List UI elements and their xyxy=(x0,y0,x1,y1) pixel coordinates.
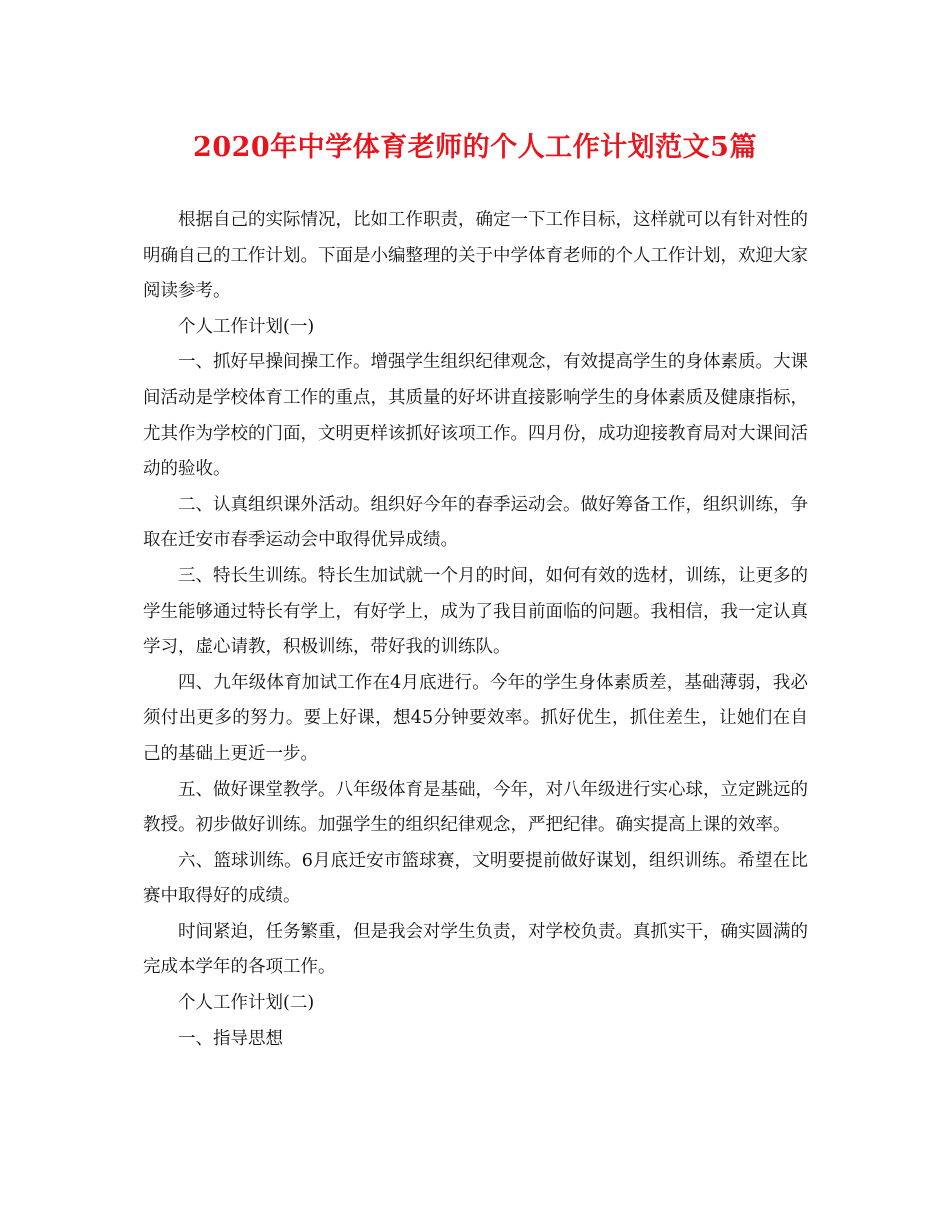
intro-paragraph: 根据自己的实际情况，比如工作职责，确定一下工作目标，这样就可以有针对性的明确自己的工作计划。下面是小编整理的关于中学体育老师的个人工作计划，欢迎大家阅读参考。 xyxy=(143,210,808,302)
body-paragraph: 五、做好课堂教学。八年级体育是基础，今年，对八年级进行实心球，立定跳远的教授。初步做好训练。加强学生的组织纪律观念，严把纪律。确实提高上课的效率。 xyxy=(143,779,808,836)
section-heading: 个人工作计划(二) xyxy=(178,993,315,1014)
document-title: 2020年中学体育老师的个人工作计划范文5篇 xyxy=(193,132,757,163)
body-paragraph: 四、九年级体育加试工作在4月底进行。今年的学生身体素质差，基础薄弱，我必须付出更多的努力。要上好课，想45分钟要效率。抓好优生，抓住差生，让她们在自己的基础上更近一步。 xyxy=(143,672,808,764)
body-paragraph: 时间紧迫，任务繁重，但是我会对学生负责，对学校负责。真抓实干，确实圆满的完成本学年的各项工作。 xyxy=(143,921,808,978)
section-heading: 个人工作计划(一) xyxy=(178,316,315,337)
document-body xyxy=(143,203,808,1057)
body-paragraph: 六、篮球训练。6月底迁安市篮球赛，文明要提前做好谋划，组织训练。希望在比赛中取得好的成绩。 xyxy=(143,850,808,907)
body-paragraph: 二、认真组织课外活动。组织好今年的春季运动会。做好筹备工作，组织训练，争取在迁安市春季运动会中取得优异成绩。 xyxy=(143,494,808,551)
body-paragraph: 一、抓好早操间操工作。增强学生组织纪律观念，有效提高学生的身体素质。大课间活动是学校体育工作的重点，其质量的好坏讲直接影响学生的身体素质及健康指标，尤其作为学校的门面，文明更样该抓好该项工作。四月份，成功迎接教育局对大课间活动的验收。 xyxy=(143,352,808,480)
body-paragraph: 三、特长生训练。特长生加试就一个月的时间，如何有效的选材，训练，让更多的学生能够通过特长有学上，有好学上，成为了我目前面临的问题。我相信，我一定认真学习，虚心请教，积极训练，带好我的训练队。 xyxy=(143,565,808,658)
subsection-heading: 一、指导思想 xyxy=(178,1028,283,1049)
